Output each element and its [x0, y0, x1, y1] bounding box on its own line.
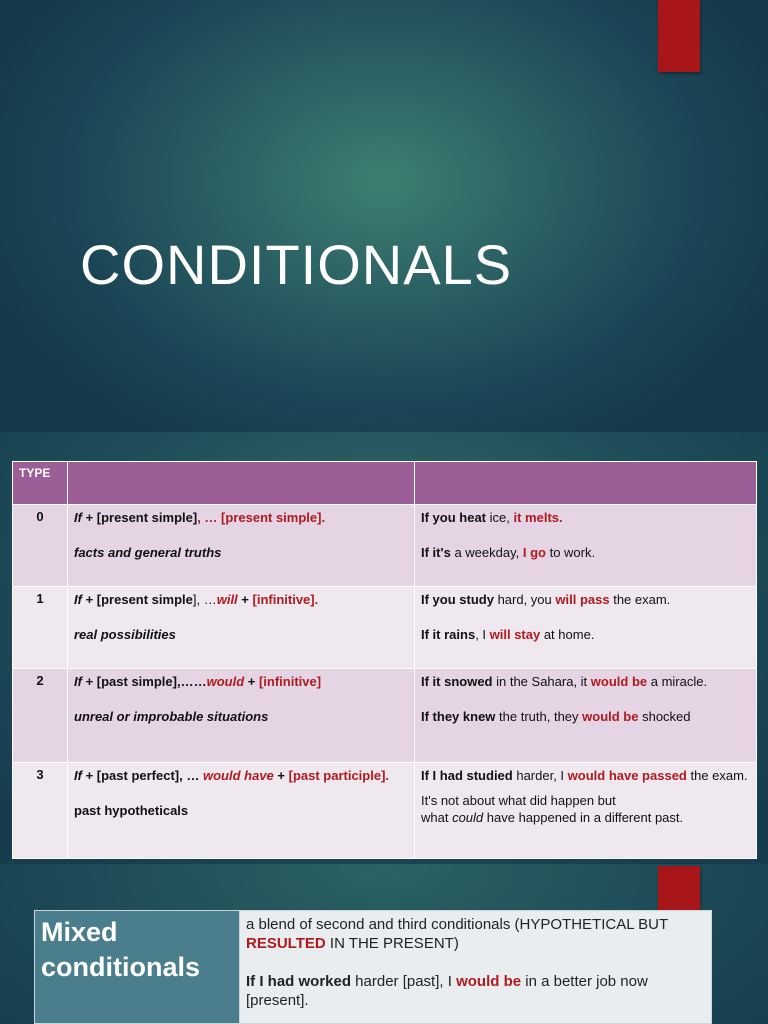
- header-example: [415, 462, 757, 505]
- header-type: TYPE: [13, 462, 68, 505]
- usage-text: real possibilities: [74, 627, 176, 642]
- type-cell: 1: [13, 587, 68, 669]
- example-cell: If I had studied harder, I would have passed the exam. It's not about what did happen but what could have happened in a different past.: [415, 763, 757, 859]
- type-cell: 0: [13, 505, 68, 587]
- table-header-row: [13, 462, 757, 505]
- mixed-description: a blend of second and third conditionals (HYPOTHETICAL BUT RESULTED IN THE PRESENT) If I had worked harder [past], I would be in a better job now [present].: [240, 911, 711, 1023]
- example-cell: If it snowed in the Sahara, it would be a miracle. If they knew the truth, they would be shocked: [415, 669, 757, 763]
- type-cell: 2: [13, 669, 68, 763]
- example-cell: If you study hard, you will pass the exam. If it rains, I will stay at home.: [415, 587, 757, 669]
- title-slide: [0, 0, 768, 432]
- structure-cell: If + [past simple],……would + [infinitive] unreal or improbable situations: [68, 669, 415, 763]
- usage-text: unreal or improbable situations: [74, 709, 269, 724]
- red-tab-decoration: [658, 0, 700, 72]
- mixed-heading: Mixed conditionals: [35, 911, 240, 1023]
- table-row: [13, 587, 757, 669]
- slide-title: CONDITIONALS: [80, 233, 513, 296]
- structure-cell: If + [present simple], …will + [infinitive]. real possibilities: [68, 587, 415, 669]
- usage-text: facts and general truths: [74, 545, 222, 560]
- red-tab-decoration: [658, 866, 700, 910]
- table-row: [13, 763, 757, 859]
- usage-text: past hypotheticals: [74, 803, 189, 818]
- mixed-conditionals-box: [34, 910, 712, 1024]
- header-structure: [68, 462, 415, 505]
- type-cell: 3: [13, 763, 68, 859]
- structure-cell: If + [past perfect], … would have + [past participle]. past hypotheticals: [68, 763, 415, 859]
- structure-cell: If + [present simple], … [present simple]. facts and general truths: [68, 505, 415, 587]
- table-row: [13, 669, 757, 763]
- table-row: [13, 505, 757, 587]
- example-cell: If you heat ice, it melts. If it's a weekday, I go to work.: [415, 505, 757, 587]
- conditionals-table: [12, 461, 757, 859]
